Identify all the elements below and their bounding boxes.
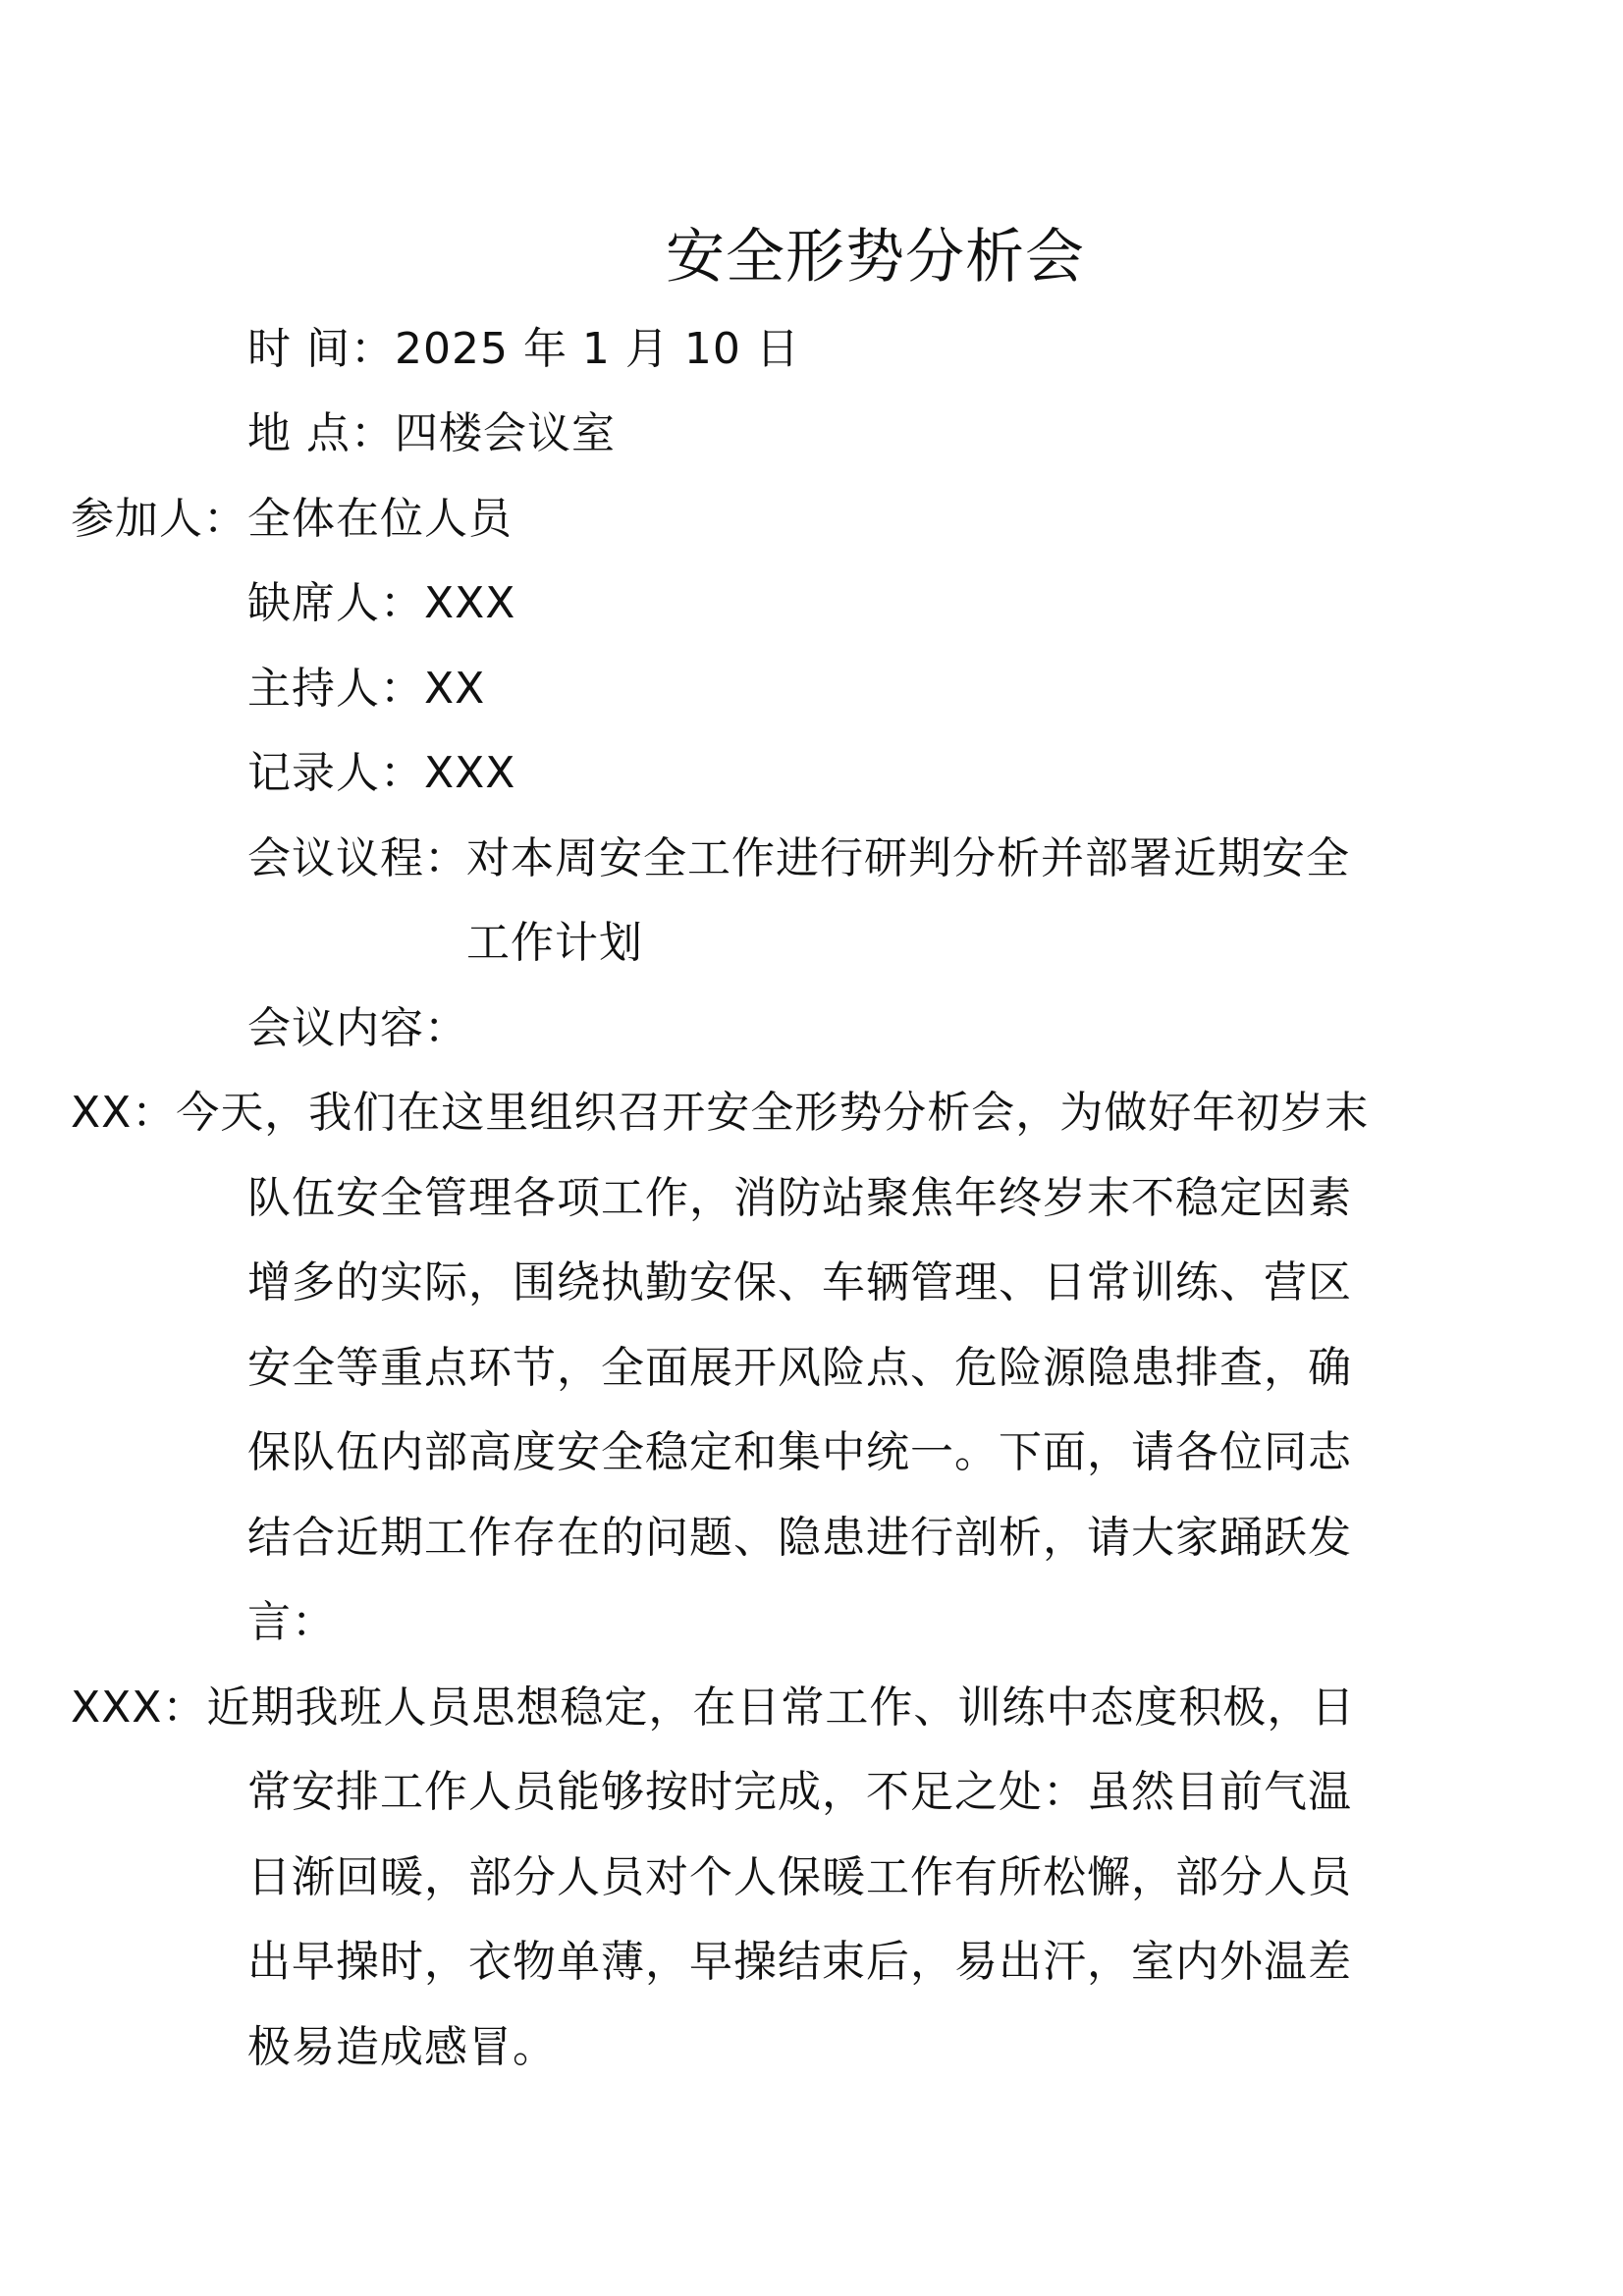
meeting-host: 主持人：XX (247, 664, 486, 714)
meeting-absent: 缺席人：XXX (247, 578, 516, 628)
speech-1-first-line: XX：今天，我们在这里组织召开安全形势分析会，为做好年初岁末 (71, 1088, 1370, 1138)
speech-2-line: 常安排工作人员能够按时完成，不足之处：虽然目前气温 (247, 1767, 1352, 1817)
speech-1-line: 结合近期工作存在的问题、隐患进行剖析，请大家踊跃发 (247, 1513, 1352, 1563)
speech-1-line: 言： (247, 1597, 336, 1647)
meeting-place: 地 点：四楼会议室 (247, 408, 616, 458)
speech-2-line: 出早操时，衣物单薄，早操结束后，易出汗，室内外温差 (247, 1937, 1352, 1987)
meeting-time: 时 间：2025 年 1 月 10 日 (247, 324, 800, 374)
speech-1-line: 增多的实际，围绕执勤安保、车辆管理、日常训练、营区 (247, 1257, 1352, 1308)
speech-1-line: 保队伍内部高度安全稳定和集中统一。下面，请各位同志 (247, 1427, 1352, 1477)
agenda-text-line-2: 工作计划 (466, 918, 643, 968)
speech-2-first-line: XXX：近期我班人员思想稳定，在日常工作、训练中态度积极，日 (71, 1682, 1356, 1733)
speech-2-line: 极易造成感冒。 (247, 2022, 557, 2072)
speech-1-line: 队伍安全管理各项工作，消防站聚焦年终岁末不稳定因素 (247, 1173, 1352, 1223)
document-title: 安全形势分析会 (666, 223, 1085, 292)
speech-2-line: 日渐回暖，部分人员对个人保暖工作有所松懈，部分人员 (247, 1852, 1352, 1902)
speech-1-line: 安全等重点环节，全面展开风险点、危险源隐患排查，确 (247, 1343, 1352, 1393)
meeting-recorder: 记录人：XXX (247, 748, 516, 798)
meeting-attendees: 参加人：全体在位人员 (71, 494, 513, 544)
agenda-label: 会议议程： (247, 833, 468, 883)
agenda-text-line-1: 对本周安全工作进行研判分析并部署近期安全 (466, 833, 1350, 883)
content-label: 会议内容： (247, 1003, 468, 1053)
